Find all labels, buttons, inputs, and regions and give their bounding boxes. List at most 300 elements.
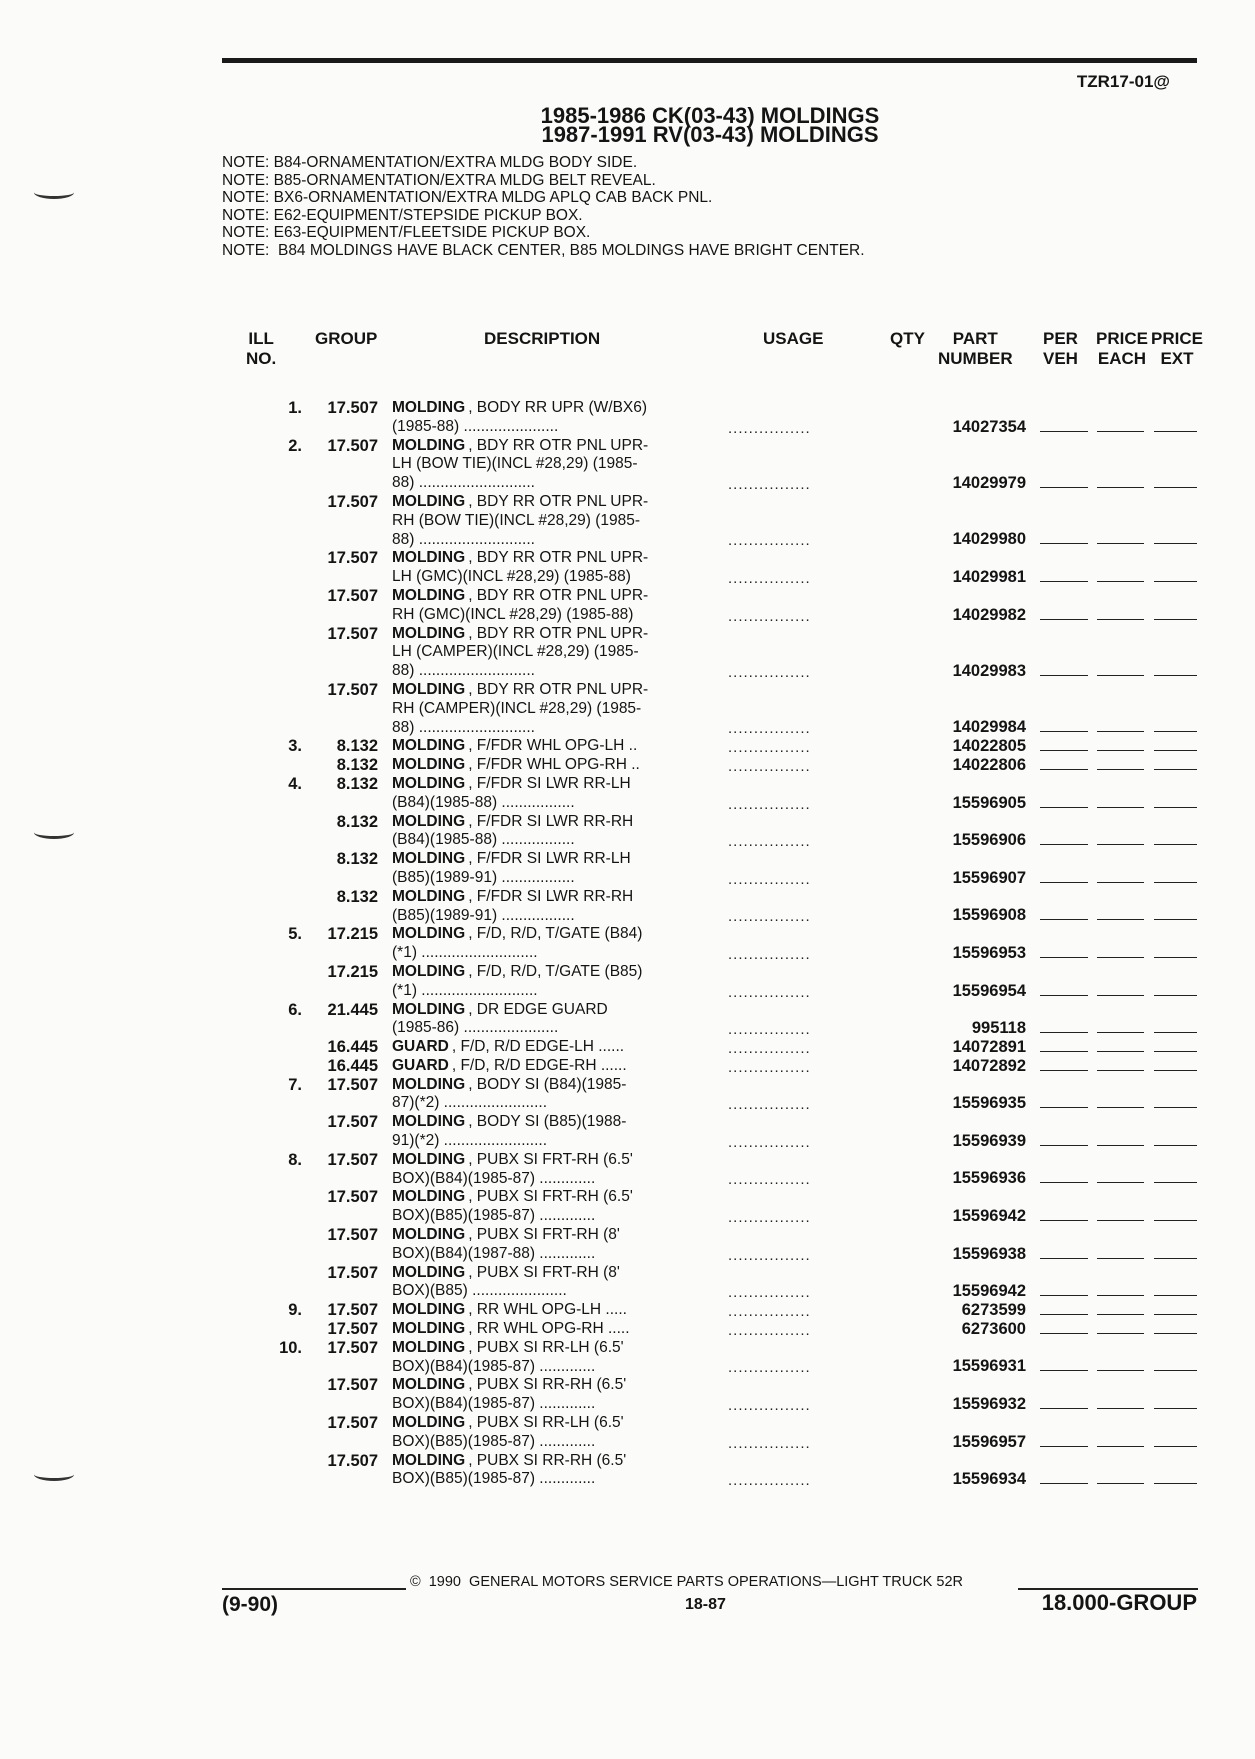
table-row — [0, 1188, 1255, 1226]
usage-leader: ................ — [728, 720, 811, 738]
per-veh-blank — [1040, 1182, 1088, 1183]
per-veh-blank — [1040, 1107, 1088, 1108]
per-veh-blank — [1040, 1370, 1088, 1371]
footer-copyright: © 1990 GENERAL MOTORS SERVICE PARTS OPERATIONS—LIGHT TRUCK 52R — [410, 1574, 963, 1590]
price-ext-blank — [1154, 1314, 1197, 1315]
part-number: 14027354 — [952, 417, 1026, 436]
table-row — [0, 1301, 1255, 1320]
usage-leader: ................ — [728, 607, 811, 625]
group-code: 21.445 — [327, 1000, 378, 1019]
part-name: MOLDING — [392, 1000, 466, 1018]
description-line: BOX)(B85) ...................... — [392, 1282, 567, 1300]
description-line — [392, 737, 697, 756]
description-line: 88) ........................... — [392, 530, 535, 548]
per-veh-blank — [1040, 431, 1088, 432]
description-line: LH (BOW TIE)(INCL #28,29) (1985- — [392, 455, 638, 473]
description-line — [392, 925, 697, 944]
description-line — [392, 1264, 697, 1283]
usage-leader: ................ — [728, 739, 811, 757]
description-line: BOX)(B84)(1985-87) ............. — [392, 1169, 596, 1187]
description-line: (*1) ........................... — [392, 981, 538, 999]
usage-leader: ................ — [728, 870, 811, 888]
price-ext-blank — [1154, 543, 1197, 544]
description — [392, 737, 697, 756]
group-code: 17.507 — [327, 492, 378, 511]
description-line — [392, 756, 697, 775]
part-name: MOLDING — [392, 586, 466, 604]
part-number: 6273600 — [961, 1319, 1026, 1338]
col-usage-header: USAGE — [763, 329, 824, 348]
description-text: , BODY RR UPR (W/BX6) — [468, 399, 648, 416]
part-name: MOLDING — [392, 1150, 466, 1168]
description-line — [392, 1226, 697, 1245]
part-number: 14029981 — [952, 567, 1026, 586]
part-name: MOLDING — [392, 492, 466, 510]
group-code: 16.445 — [327, 1038, 378, 1057]
description-text: , BDY RR OTR PNL UPR- — [468, 680, 649, 698]
table-row — [0, 813, 1255, 851]
per-veh-blank — [1040, 1295, 1088, 1296]
usage-leader: ................ — [728, 1039, 811, 1057]
part-name: MOLDING — [392, 1188, 466, 1206]
part-name: MOLDING — [392, 756, 466, 774]
price-each-blank — [1097, 1314, 1144, 1315]
price-ext-blank — [1154, 1446, 1197, 1447]
table-row — [0, 775, 1255, 813]
group-code: 8.132 — [336, 850, 378, 869]
binder-hole-mark — [34, 1468, 74, 1481]
group-code: 17.507 — [327, 1263, 378, 1282]
col-price-ext-header: PRICE EXT — [1151, 329, 1203, 368]
price-each-blank — [1097, 1408, 1144, 1409]
price-each-blank — [1097, 844, 1144, 845]
description-text: , PUBX SI FRT-RH (8' — [468, 1263, 620, 1281]
price-ext-blank — [1154, 731, 1197, 732]
description-text: , BDY RR OTR PNL UPR- — [468, 436, 649, 454]
usage-leader: ................ — [728, 1246, 811, 1264]
group-code: 17.507 — [327, 680, 378, 699]
part-number: 15596938 — [952, 1244, 1026, 1263]
part-name: MOLDING — [392, 850, 466, 868]
usage-leader: ................ — [728, 1096, 811, 1114]
usage-leader: ................ — [728, 1284, 811, 1302]
per-veh-blank — [1040, 1483, 1088, 1484]
per-veh-blank — [1040, 675, 1088, 676]
price-ext-blank — [1154, 675, 1197, 676]
part-number: 15596934 — [952, 1470, 1026, 1489]
per-veh-blank — [1040, 807, 1088, 808]
document-code: TZR17-01@ — [1076, 72, 1170, 91]
description — [392, 1038, 697, 1057]
description-line — [392, 549, 697, 568]
description — [392, 399, 697, 437]
price-ext-blank — [1154, 957, 1197, 958]
notes-block — [222, 154, 865, 259]
usage-leader: ................ — [728, 795, 811, 813]
ill-number: 3. — [288, 737, 302, 756]
group-code: 17.507 — [327, 1376, 378, 1395]
ill-number: 1. — [288, 399, 302, 417]
group-code: 17.507 — [327, 436, 378, 455]
usage-leader: ................ — [728, 1171, 811, 1189]
price-ext-blank — [1154, 1295, 1197, 1296]
part-name: MOLDING — [392, 680, 466, 698]
description-text: , DR EDGE GUARD — [468, 1000, 608, 1018]
per-veh-blank — [1040, 619, 1088, 620]
part-number: 15596906 — [952, 831, 1026, 850]
description-text: , PUBX SI RR-RH (6.5' — [468, 1451, 627, 1469]
part-name: MOLDING — [392, 737, 466, 755]
group-code: 17.507 — [327, 1188, 378, 1207]
per-veh-blank — [1040, 1333, 1088, 1334]
description-text: , BDY RR OTR PNL UPR- — [468, 586, 649, 604]
per-veh-blank — [1040, 1145, 1088, 1146]
description-line — [392, 775, 697, 794]
description-text: , F/FDR SI LWR RR-RH — [468, 812, 634, 830]
description-line — [392, 1151, 697, 1170]
table-row — [0, 437, 1255, 493]
per-veh-blank — [1040, 1408, 1088, 1409]
description — [392, 1339, 697, 1377]
price-each-blank — [1097, 1258, 1144, 1259]
group-code: 17.507 — [327, 1226, 378, 1245]
part-number: 15596935 — [952, 1094, 1026, 1113]
description-text: , BODY SI (B85)(1988- — [468, 1113, 627, 1131]
description-line — [392, 399, 697, 418]
part-name: MOLDING — [392, 1301, 466, 1319]
part-name: MOLDING — [392, 1338, 466, 1356]
price-each-blank — [1097, 995, 1144, 996]
table-row — [0, 1057, 1255, 1076]
price-each-blank — [1097, 619, 1144, 620]
table-row — [0, 493, 1255, 549]
part-name: MOLDING — [392, 1075, 466, 1093]
part-name: MOLDING — [392, 399, 466, 416]
description-text: , F/D, R/D EDGE-RH ...... — [451, 1056, 627, 1074]
price-each-blank — [1097, 1483, 1144, 1484]
part-name: MOLDING — [392, 887, 466, 905]
description — [392, 1188, 697, 1226]
price-each-blank — [1097, 1107, 1144, 1108]
price-ext-blank — [1154, 1220, 1197, 1221]
page-title-line-1: 1985-1986 CK(03-43) MOLDINGS — [540, 103, 880, 128]
table-row — [0, 756, 1255, 775]
ill-number: 6. — [288, 1000, 302, 1019]
part-name: GUARD — [392, 1038, 449, 1056]
description-text: , F/FDR SI LWR RR-LH — [468, 850, 631, 868]
price-ext-blank — [1154, 1483, 1197, 1484]
description — [392, 549, 697, 587]
part-name: MOLDING — [392, 624, 466, 642]
price-ext-blank — [1154, 1032, 1197, 1033]
description-line: RH (GMC)(INCL #28,29) (1985-88) — [392, 605, 634, 623]
price-each-blank — [1097, 731, 1144, 732]
description-line — [392, 888, 697, 907]
part-name: MOLDING — [392, 1451, 466, 1469]
description-line — [392, 1301, 697, 1320]
usage-leader: ................ — [728, 569, 811, 587]
part-number: 15596908 — [952, 906, 1026, 925]
table-row — [0, 1452, 1255, 1490]
description-line — [392, 1113, 697, 1132]
usage-leader: ................ — [728, 1434, 811, 1452]
description-line — [392, 1057, 697, 1076]
group-code: 17.507 — [327, 1320, 378, 1339]
group-code: 17.507 — [327, 1451, 378, 1470]
ill-number: 8. — [288, 1150, 302, 1169]
binder-hole-mark — [34, 826, 74, 839]
part-number: 6273599 — [961, 1301, 1026, 1320]
description-line: 88) ........................... — [392, 474, 535, 492]
part-number: 15596953 — [952, 943, 1026, 962]
part-name: MOLDING — [392, 925, 466, 943]
usage-leader: ................ — [728, 908, 811, 926]
price-ext-blank — [1154, 844, 1197, 845]
table-row — [0, 1414, 1255, 1452]
price-ext-blank — [1154, 1182, 1197, 1183]
usage-leader: ................ — [728, 1397, 811, 1415]
col-part-number-header: PART NUMBER — [938, 329, 1013, 368]
page-title-line-2: 1987-1991 RV(03-43) MOLDINGS — [541, 122, 879, 147]
description-text: , BDY RR OTR PNL UPR- — [468, 624, 649, 642]
note-line: NOTE: B85-ORNAMENTATION/EXTRA MLDG BELT REVEAL. — [222, 171, 656, 189]
description-line — [392, 963, 697, 982]
description — [392, 850, 697, 888]
price-each-blank — [1097, 919, 1144, 920]
table-row — [0, 1376, 1255, 1414]
part-name: MOLDING — [392, 812, 466, 830]
usage-leader: ................ — [728, 1021, 811, 1039]
group-code: 17.507 — [327, 1338, 378, 1357]
description — [392, 1452, 697, 1490]
per-veh-blank — [1040, 769, 1088, 770]
description-text: , F/D, R/D EDGE-LH ...... — [451, 1038, 625, 1056]
group-code: 17.215 — [327, 925, 378, 944]
description-line: 91)(*2) ........................ — [392, 1132, 548, 1150]
price-ext-blank — [1154, 1107, 1197, 1108]
price-ext-blank — [1154, 1333, 1197, 1334]
price-each-blank — [1097, 675, 1144, 676]
group-code: 8.132 — [336, 812, 378, 831]
usage-leader: ................ — [728, 833, 811, 851]
description-line: (B84)(1985-88) ................. — [392, 793, 575, 811]
description-line — [392, 587, 697, 606]
price-ext-blank — [1154, 581, 1197, 582]
usage-leader: ................ — [728, 532, 811, 550]
group-code: 8.132 — [336, 756, 378, 775]
part-number: 14029980 — [952, 530, 1026, 549]
description-text: , PUBX SI FRT-RH (6.5' — [468, 1150, 633, 1168]
description — [392, 1113, 697, 1151]
description-text: , F/FDR SI LWR RR-LH — [468, 774, 631, 792]
price-each-blank — [1097, 957, 1144, 958]
price-each-blank — [1097, 1032, 1144, 1033]
usage-leader: ................ — [728, 1133, 811, 1151]
description-line — [392, 850, 697, 869]
description-text: , F/FDR WHL OPG-RH .. — [468, 756, 640, 774]
footer-rule-left — [222, 1588, 406, 1590]
table-row — [0, 1151, 1255, 1189]
description-line: (B85)(1989-91) ................. — [392, 868, 575, 886]
description-line: (*1) ........................... — [392, 944, 538, 962]
table-row — [0, 1113, 1255, 1151]
description — [392, 813, 697, 851]
description-line — [392, 1188, 697, 1207]
col-ill-header: ILL NO. — [246, 329, 277, 368]
description-line: (B84)(1985-88) ................. — [392, 831, 575, 849]
part-name: GUARD — [392, 1056, 449, 1074]
ill-number: 10. — [279, 1338, 302, 1357]
description-text: , F/FDR WHL OPG-LH .. — [468, 737, 638, 755]
price-each-blank — [1097, 1295, 1144, 1296]
col-qty-header: QTY — [890, 329, 925, 348]
note-line: NOTE: E62-EQUIPMENT/STEPSIDE PICKUP BOX. — [222, 206, 583, 224]
description-line — [392, 1452, 697, 1471]
usage-leader: ................ — [728, 1209, 811, 1227]
description-line: (1985-86) ...................... — [392, 1019, 559, 1037]
part-name: MOLDING — [392, 1376, 466, 1394]
description-text: , PUBX SI FRT-RH (6.5' — [468, 1188, 633, 1206]
usage-leader: ................ — [728, 1321, 811, 1339]
description-text: , PUBX SI RR-RH (6.5' — [468, 1376, 627, 1394]
description — [392, 1376, 697, 1414]
description-text: , BDY RR OTR PNL UPR- — [468, 549, 649, 567]
per-veh-blank — [1040, 581, 1088, 582]
part-name: MOLDING — [392, 962, 466, 980]
part-name: MOLDING — [392, 1414, 466, 1432]
price-ext-blank — [1154, 750, 1197, 751]
description-line: BOX)(B84)(1985-87) ............. — [392, 1395, 596, 1413]
part-number: 14072892 — [952, 1056, 1026, 1075]
group-code: 17.215 — [327, 962, 378, 981]
group-code: 8.132 — [336, 774, 378, 793]
col-group-header: GROUP — [315, 329, 378, 348]
note-line: NOTE: BX6-ORNAMENTATION/EXTRA MLDG APLQ CAB BACK PNL. — [222, 189, 713, 206]
price-each-blank — [1097, 750, 1144, 751]
table-row — [0, 1339, 1255, 1377]
usage-leader: ................ — [728, 757, 811, 775]
part-number: 995118 — [971, 1019, 1026, 1038]
per-veh-blank — [1040, 543, 1088, 544]
description — [392, 1151, 697, 1189]
description-text: , BODY SI (B84)(1985- — [468, 1075, 627, 1093]
usage-leader: ................ — [728, 475, 811, 493]
group-code: 17.507 — [327, 399, 378, 417]
description-line: (B85)(1989-91) ................. — [392, 906, 575, 924]
price-ext-blank — [1154, 1051, 1197, 1052]
binder-hole-mark — [34, 186, 74, 199]
price-each-blank — [1097, 769, 1144, 770]
parts-table — [0, 399, 1255, 1489]
table-row — [0, 625, 1255, 681]
part-name: MOLDING — [392, 1263, 466, 1281]
price-each-blank — [1097, 581, 1144, 582]
footer-page-number: 18-87 — [685, 1596, 726, 1613]
description — [392, 1076, 697, 1114]
description-line — [392, 813, 697, 832]
group-code: 17.507 — [327, 586, 378, 605]
price-each-blank — [1097, 1220, 1144, 1221]
table-row — [0, 587, 1255, 625]
per-veh-blank — [1040, 731, 1088, 732]
description-line: RH (CAMPER)(INCL #28,29) (1985- — [392, 699, 642, 717]
description-line: BOX)(B85)(1985-87) ............. — [392, 1470, 596, 1488]
group-code: 17.507 — [327, 624, 378, 643]
description-line — [392, 1339, 697, 1358]
group-code: 17.507 — [327, 1113, 378, 1132]
table-row — [0, 549, 1255, 587]
group-code: 8.132 — [336, 887, 378, 906]
price-ext-blank — [1154, 619, 1197, 620]
description — [392, 1264, 697, 1302]
usage-leader: ................ — [728, 1303, 811, 1321]
description-line: BOX)(B84)(1985-87) ............. — [392, 1357, 596, 1375]
price-each-blank — [1097, 1051, 1144, 1052]
description-line — [392, 1414, 697, 1433]
price-each-blank — [1097, 1333, 1144, 1334]
per-veh-blank — [1040, 882, 1088, 883]
price-ext-blank — [1154, 1370, 1197, 1371]
part-name: MOLDING — [392, 436, 466, 454]
part-number: 15596939 — [952, 1131, 1026, 1150]
description-line: LH (CAMPER)(INCL #28,29) (1985- — [392, 643, 639, 661]
table-row — [0, 925, 1255, 963]
per-veh-blank — [1040, 844, 1088, 845]
per-veh-blank — [1040, 1032, 1088, 1033]
description-line — [392, 437, 697, 456]
col-per-veh-header: PER VEH — [1043, 329, 1078, 368]
price-each-blank — [1097, 487, 1144, 488]
description — [392, 1226, 697, 1264]
price-ext-blank — [1154, 431, 1197, 432]
group-code: 17.507 — [327, 1414, 378, 1433]
price-ext-blank — [1154, 995, 1197, 996]
description — [392, 493, 697, 549]
part-number: 15596907 — [952, 868, 1026, 887]
description — [392, 625, 697, 681]
description-text: , PUBX SI RR-LH (6.5' — [468, 1338, 624, 1356]
usage-leader: ................ — [728, 663, 811, 681]
description — [392, 587, 697, 625]
group-code: 8.132 — [336, 737, 378, 756]
table-row — [0, 888, 1255, 926]
description-line — [392, 1076, 697, 1095]
part-number: 15596942 — [952, 1282, 1026, 1301]
description-line: (1985-88) ...................... — [392, 417, 559, 435]
group-code: 17.507 — [327, 1075, 378, 1094]
description-line: LH (GMC)(INCL #28,29) (1985-88) — [392, 568, 631, 586]
description-line — [392, 1001, 697, 1020]
top-rule — [222, 58, 1197, 63]
part-number: 15596931 — [952, 1357, 1026, 1376]
price-each-blank — [1097, 882, 1144, 883]
ill-number: 9. — [288, 1301, 302, 1320]
description-text: , PUBX SI FRT-RH (8' — [468, 1226, 620, 1244]
ill-number: 5. — [288, 925, 302, 944]
part-name: MOLDING — [392, 1226, 466, 1244]
description-line — [392, 1320, 697, 1339]
description — [392, 925, 697, 963]
note-line: NOTE: B84-ORNAMENTATION/EXTRA MLDG BODY SIDE. — [222, 154, 638, 171]
table-row — [0, 1320, 1255, 1339]
table-row — [0, 681, 1255, 737]
description — [392, 963, 697, 1001]
part-number: 14029979 — [952, 473, 1026, 492]
per-veh-blank — [1040, 957, 1088, 958]
table-row — [0, 399, 1255, 437]
per-veh-blank — [1040, 1070, 1088, 1071]
usage-leader: ................ — [728, 1359, 811, 1377]
